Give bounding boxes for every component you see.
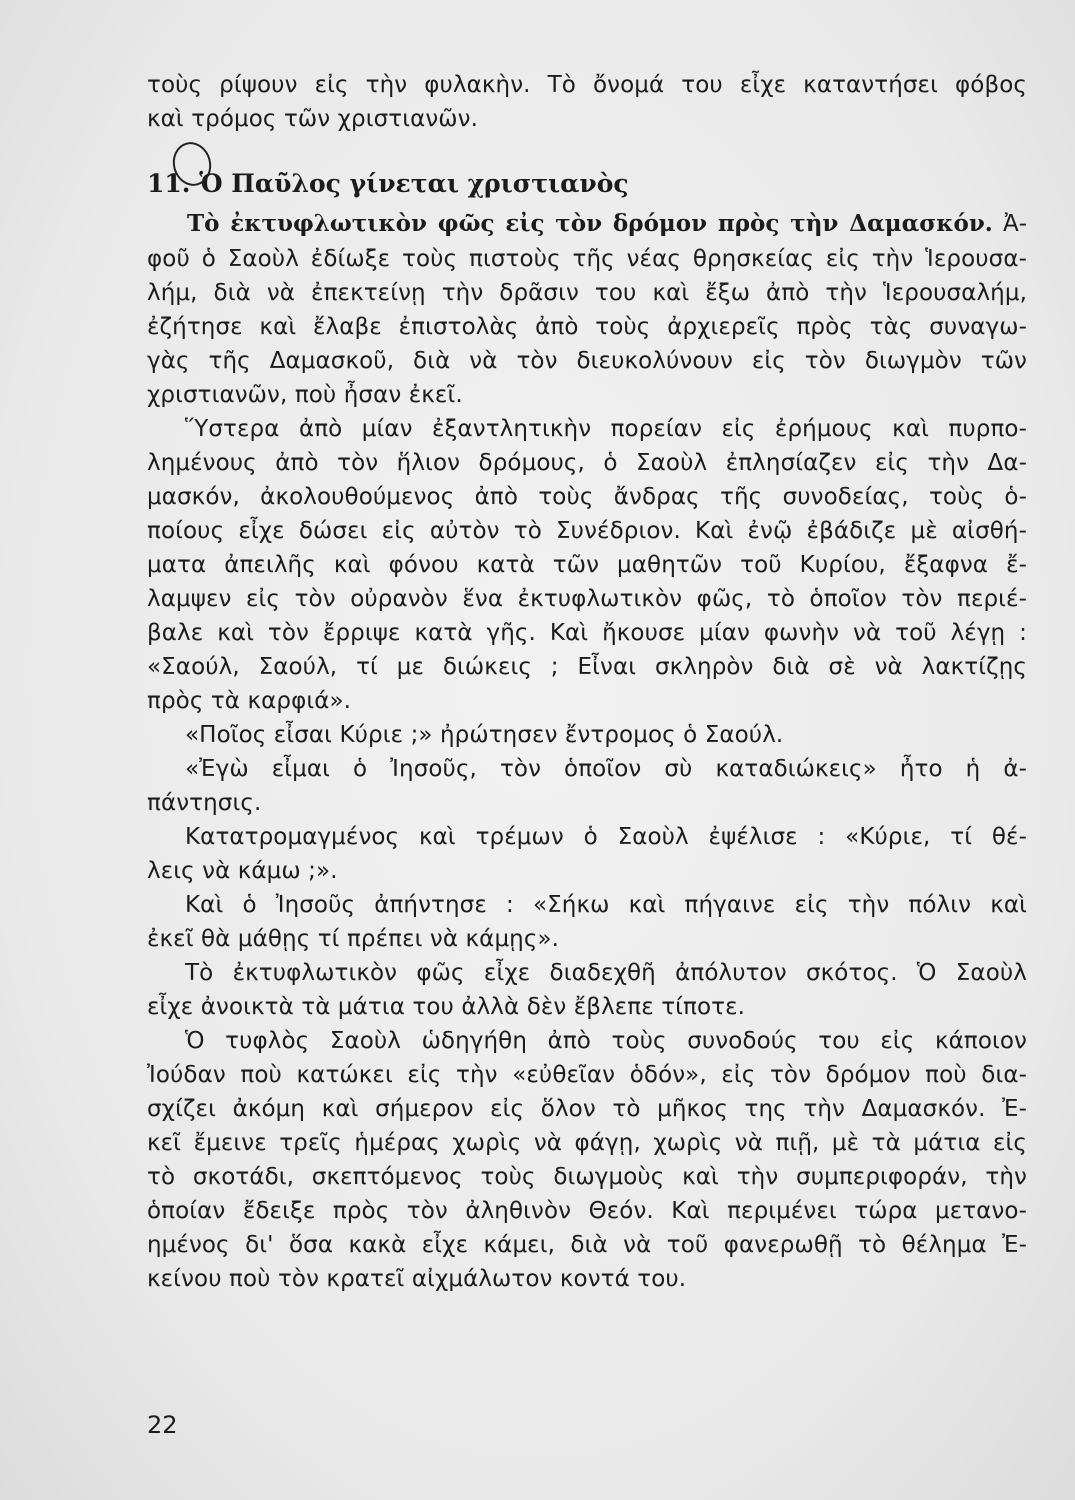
page-number: 22 bbox=[147, 1411, 178, 1439]
section-number: 11. bbox=[147, 169, 191, 198]
text-line: λήμ, διὰ νὰ ἐπεκτείνῃ τὴν δρᾶσιν του καὶ ἔξω ἀπὸ τὴν Ἱερουσαλήμ, bbox=[147, 280, 1027, 306]
text-line: πρὸς τὰ καρφιά». bbox=[147, 688, 352, 714]
text-line: «Ποῖος εἶσαι Κύριε ;» ἠρώτησεν ἔντρομος ὁ Σαούλ. bbox=[185, 722, 784, 748]
text-line: Κατατρομαγμένος καὶ τρέμων ὁ Σαοὺλ ἐψέλισε : «Κύριε, τί θέ- bbox=[185, 824, 1027, 850]
text-line: ποίους εἶχε δώσει εἰς αὐτὸν τὸ Συνέδριον. Καὶ ἐνῷ ἐβάδιζε μὲ αἰσθή- bbox=[147, 518, 1027, 544]
section-title: Ὁ Παῦλος γίνεται χριστιανὸς bbox=[199, 169, 629, 198]
text-line: Ἰούδαν ποὺ κατώκει εἰς τὴν «εὐθεῖαν ὁδόν», εἰς τὸν δρόμον ποὺ δια- bbox=[147, 1062, 1027, 1088]
text-line: χριστιανῶν, ποὺ ἦσαν ἐκεῖ. bbox=[147, 382, 463, 408]
section-heading bbox=[147, 162, 1027, 206]
text-line: «Ἐγὼ εἶμαι ὁ Ἰησοῦς, τὸν ὁποῖον σὺ καταδιώκεις» ἦτο ἡ ἀ- bbox=[185, 756, 1027, 782]
text-line: «Σαούλ, Σαούλ, τί με διώκεις ; Εἶναι σκληρὸν διὰ σὲ νὰ λακτίζῃς bbox=[147, 654, 1027, 680]
text-line: εἶχε ἀνοικτὰ τὰ μάτια του ἀλλὰ δὲν ἔβλεπε τίποτε. bbox=[147, 994, 746, 1020]
text-line: γὰς τῆς Δαμασκοῦ, διὰ νὰ τὸν διευκολύνουν εἰς τὸν διωγμὸν τῶν bbox=[147, 348, 1027, 374]
text-line: πάντησις. bbox=[147, 790, 262, 816]
text-line: Ὁ τυφλὸς Σαοὺλ ὡδηγήθη ἀπὸ τοὺς συνοδούς του εἰς κάποιον bbox=[185, 1028, 1027, 1054]
text-line: Καὶ ὁ Ἰησοῦς ἀπήντησε : «Σήκω καὶ πήγαινε εἰς τὴν πόλιν καὶ bbox=[185, 892, 1027, 918]
text-line: Τὸ ἐκτυφλωτικὸν φῶς εἶχε διαδεχθῆ ἀπόλυτον σκότος. Ὁ Σαοὺλ bbox=[185, 960, 1027, 986]
text-line: σχίζει ἀκόμη καὶ σήμερον εἰς ὅλον τὸ μῆκος της τὴν Δαμασκόν. Ἐ- bbox=[147, 1096, 1027, 1122]
text-line: τὸ σκοτάδι, σκεπτόμενος τοὺς διωγμοὺς καὶ τὴν συμπεριφοράν, τὴν bbox=[147, 1164, 1027, 1190]
text-line: λεις νὰ κάμω ;». bbox=[147, 858, 338, 884]
text-line: λαμψεν εἰς τὸν οὐρανὸν ἕνα ἐκτυφλωτικὸν φῶς, τὸ ὁποῖον τὸν περιέ- bbox=[147, 586, 1027, 612]
text-line: ὁποίαν ἔδειξε πρὸς τὸν ἀληθινὸν Θεόν. Καὶ περιμένει τώρα μετανο- bbox=[147, 1198, 1027, 1224]
text-line: κείνου ποὺ τὸν κρατεῖ αἰχμάλωτον κοντά του. bbox=[147, 1266, 687, 1292]
subheading-line bbox=[147, 206, 1027, 242]
text-line: Ὕστερα ἀπὸ μίαν ἐξαντλητικὴν πορείαν εἰς ἐρήμους καὶ πυρπο- bbox=[185, 416, 1027, 442]
subheading-tail: Ἀ- bbox=[1002, 211, 1028, 237]
text-line: λημένους ἀπὸ τὸν ἥλιον δρόμους, ὁ Σαοὺλ ἐπλησίαζεν εἰς τὴν Δα- bbox=[147, 450, 1027, 476]
subheading: Τὸ ἐκτυφλωτικὸν φῶς εἰς τὸν δρόμον πρὸς τὴν Δαμασκόν. bbox=[187, 210, 993, 237]
text-line: κεῖ ἔμεινε τρεῖς ἡμέρας χωρὶς νὰ φάγῃ, χωρὶς νὰ πιῇ, μὲ τὰ μάτια εἰς bbox=[147, 1130, 1027, 1156]
text-line: μασκόν, ἀκολουθούμενος ἀπὸ τοὺς ἄνδρας τῆς συνοδείας, τοὺς ὁ- bbox=[147, 484, 1027, 510]
text-line: τοὺς ρίψουν εἰς τὴν φυλακὴν. Τὸ ὄνομά του εἶχε καταντήσει φόβος bbox=[147, 72, 1027, 98]
text-line: καὶ τρόμος τῶν χριστιανῶν. bbox=[147, 106, 479, 132]
text-line: φοῦ ὁ Σαοὺλ ἐδίωξε τοὺς πιστοὺς τῆς νέας θρησκείας εἰς τὴν Ἱερουσα- bbox=[147, 246, 1027, 272]
text-line: ματα ἀπειλῆς καὶ φόνου κατὰ τῶν μαθητῶν τοῦ Κυρίου, ἔξαφνα ἔ- bbox=[147, 552, 1027, 578]
text-line: ημένος δι' ὅσα κακὰ εἶχε κάμει, διὰ νὰ τοῦ φανερωθῇ τὸ θέλημα Ἐ- bbox=[147, 1232, 1027, 1258]
text-line: ἐκεῖ θὰ μάθῃς τί πρέπει νὰ κάμῃς». bbox=[147, 926, 560, 952]
text-line: βαλε καὶ τὸν ἔρριψε κατὰ γῆς. Καὶ ἤκουσε μίαν φωνὴν νὰ τοῦ λέγῃ : bbox=[147, 620, 1027, 646]
text-block bbox=[147, 68, 1027, 1296]
text-line: ἐζήτησε καὶ ἔλαβε ἐπιστολὰς ἀπὸ τοὺς ἀρχιερεῖς πρὸς τὰς συναγω- bbox=[147, 314, 1027, 340]
